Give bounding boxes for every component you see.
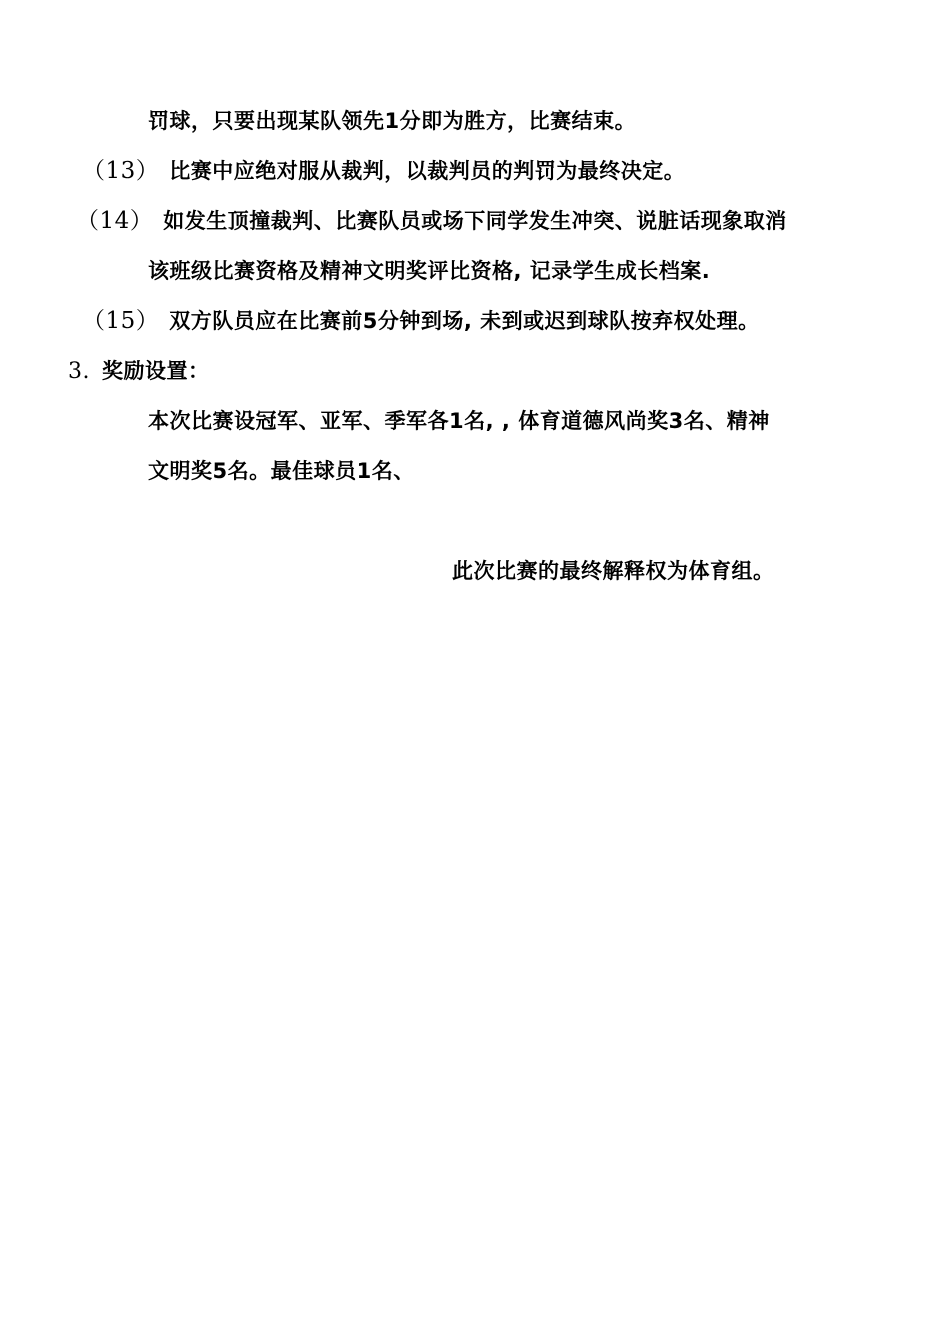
rule-14 bbox=[76, 207, 787, 235]
rule-13-text: 比赛中应绝对服从裁判，以裁判员的判罚为最终决定。 bbox=[169, 159, 686, 183]
penalty-rule-continuation: 罚球，只要出现某队领先1分即为胜方，比赛结束。 bbox=[148, 109, 637, 133]
rule-13-number: （13） bbox=[82, 158, 160, 184]
rule-15-text: 双方队员应在比赛前5分钟到场, 未到或迟到球队按弃权处理。 bbox=[169, 309, 760, 333]
section-3-title: 奖励设置： bbox=[102, 359, 210, 383]
rule-14-number: （14） bbox=[76, 208, 154, 234]
rule-15 bbox=[82, 307, 760, 335]
rule-15-number: （15） bbox=[82, 308, 160, 334]
rule-14-text: 如发生顶撞裁判、比赛队员或场下同学发生冲突、说脏话现象取消 bbox=[163, 209, 787, 233]
final-interpretation-note: 此次比赛的最终解释权为体育组。 bbox=[452, 559, 775, 583]
section-3-heading bbox=[68, 357, 210, 386]
section-3-number: 3. bbox=[68, 359, 90, 384]
rule-14-continuation: 该班级比赛资格及精神文明奖评比资格, 记录学生成长档案. bbox=[148, 259, 711, 283]
awards-text-line-2: 文明奖5名。最佳球员1名、 bbox=[148, 459, 415, 483]
awards-text-line-1: 本次比赛设冠军、亚军、季军各1名, , 体育道德风尚奖3名、精神 bbox=[148, 409, 770, 433]
rule-13 bbox=[82, 157, 685, 185]
